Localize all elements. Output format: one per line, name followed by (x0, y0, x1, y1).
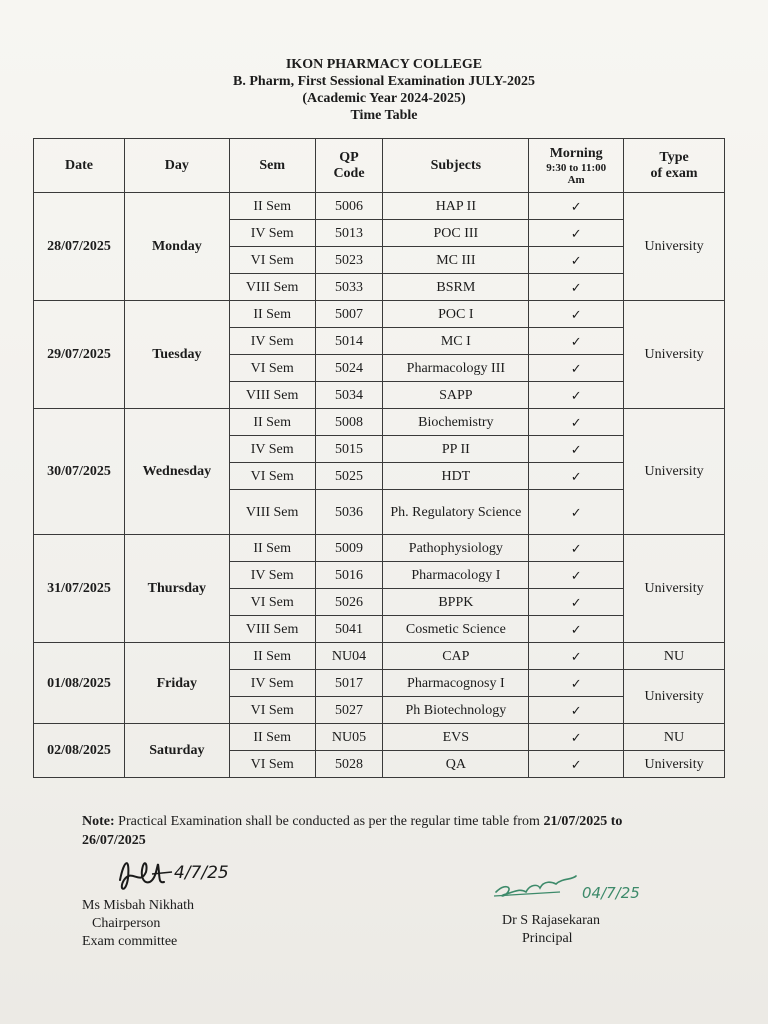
sem-cell: II Sem (229, 535, 315, 562)
checkmark-icon: ✓ (529, 382, 624, 409)
table-row (34, 193, 725, 220)
checkmark-icon: ✓ (529, 589, 624, 616)
checkmark-icon: ✓ (529, 643, 624, 670)
col-header-day: Day (124, 139, 229, 193)
date-cell: 30/07/2025 (34, 409, 125, 535)
col-header-qp-code (315, 139, 383, 193)
subject-cell: QA (383, 751, 529, 778)
table-row (34, 535, 725, 562)
chairperson-block (82, 897, 194, 951)
checkmark-icon: ✓ (529, 535, 624, 562)
checkmark-icon: ✓ (529, 220, 624, 247)
subject-cell: MC III (383, 247, 529, 274)
principal-signature (490, 862, 660, 910)
sem-cell: VIII Sem (229, 274, 315, 301)
academic-year: (Academic Year 2024-2025) (302, 91, 466, 106)
sem-cell: VI Sem (229, 589, 315, 616)
checkmark-icon: ✓ (529, 436, 624, 463)
qp-code-cell: 5027 (315, 697, 383, 724)
checkmark-icon: ✓ (529, 724, 624, 751)
note-from-date: 21/07/2025 (543, 814, 608, 829)
checkmark-icon: ✓ (529, 247, 624, 274)
subject-cell: MC I (383, 328, 529, 355)
col-header-date: Date (34, 139, 125, 193)
subject-cell: BPPK (383, 589, 529, 616)
subject-cell: PP II (383, 436, 529, 463)
date-cell: 28/07/2025 (34, 193, 125, 301)
subject-cell: BSRM (383, 274, 529, 301)
day-cell: Thursday (124, 535, 229, 643)
type-label: Type (659, 149, 689, 165)
note-to-word: to (607, 814, 623, 829)
sem-cell: IV Sem (229, 328, 315, 355)
qp-code-cell: 5026 (315, 589, 383, 616)
note-text: Practical Examination shall be conducted as per the regular time table from (114, 814, 544, 829)
sem-cell: VIII Sem (229, 616, 315, 643)
checkmark-icon: ✓ (529, 301, 624, 328)
qp-code-cell: 5036 (315, 490, 383, 535)
table-row (34, 409, 725, 436)
checkmark-icon: ✓ (529, 355, 624, 382)
qp-code-cell: 5008 (315, 409, 383, 436)
checkmark-icon: ✓ (529, 490, 624, 535)
checkmark-icon: ✓ (529, 670, 624, 697)
qp-code-cell: NU05 (315, 724, 383, 751)
chairperson-name: Ms Misbah Nikhath (82, 898, 194, 913)
col-header-sem: Sem (229, 139, 315, 193)
qp-code-cell: 5015 (315, 436, 383, 463)
morning-time: 9:30 to 11:00 (546, 161, 607, 174)
checkmark-icon: ✓ (529, 697, 624, 724)
exam-type-cell: University (624, 535, 725, 643)
code-label: Code (333, 165, 365, 181)
day-cell: Friday (124, 643, 229, 724)
sem-cell: IV Sem (229, 562, 315, 589)
right-signature-date: 04/7/25 (582, 884, 640, 902)
day-cell: Wednesday (124, 409, 229, 535)
subject-cell: Pharmacognosy I (383, 670, 529, 697)
subject-cell: Pharmacology I (383, 562, 529, 589)
table-row (34, 724, 725, 751)
timetable (33, 138, 725, 778)
date-cell: 29/07/2025 (34, 301, 125, 409)
col-header-type (624, 139, 725, 193)
subject-cell: POC I (383, 301, 529, 328)
exam-type-cell: University (624, 193, 725, 301)
col-header-morning (529, 139, 624, 193)
sem-cell: IV Sem (229, 220, 315, 247)
sem-cell: II Sem (229, 193, 315, 220)
sem-cell: VI Sem (229, 697, 315, 724)
qp-code-cell: 5007 (315, 301, 383, 328)
exam-type-cell: NU (624, 643, 725, 670)
document-header (0, 56, 768, 124)
qp-code-cell: 5017 (315, 670, 383, 697)
checkmark-icon: ✓ (529, 274, 624, 301)
qp-label: QP (339, 149, 359, 165)
day-cell: Monday (124, 193, 229, 301)
date-cell: 01/08/2025 (34, 643, 125, 724)
sem-cell: VIII Sem (229, 490, 315, 535)
table-row (34, 643, 725, 670)
table-header-row (34, 139, 725, 193)
exam-type-cell: University (624, 670, 725, 724)
subject-cell: Ph. Regulatory Science (383, 490, 529, 535)
note-to-date: 26/07/2025 (82, 833, 146, 848)
subject-cell: POC III (383, 220, 529, 247)
qp-code-cell: 5014 (315, 328, 383, 355)
qp-code-cell: 5016 (315, 562, 383, 589)
qp-code-cell: NU04 (315, 643, 383, 670)
chairperson-signature (112, 850, 237, 900)
day-cell: Tuesday (124, 301, 229, 409)
checkmark-icon: ✓ (529, 562, 624, 589)
sem-cell: VIII Sem (229, 382, 315, 409)
sem-cell: VI Sem (229, 463, 315, 490)
sem-cell: IV Sem (229, 436, 315, 463)
morning-am: Am (567, 173, 585, 186)
exam-type-cell: University (624, 751, 725, 778)
sem-cell: VI Sem (229, 247, 315, 274)
practical-exam-note (82, 812, 682, 850)
note-label: Note: (82, 814, 115, 829)
sem-cell: IV Sem (229, 670, 315, 697)
subject-cell: EVS (383, 724, 529, 751)
qp-code-cell: 5024 (315, 355, 383, 382)
principal-role: Principal (522, 931, 573, 946)
morning-label: Morning (549, 145, 603, 161)
of-exam-label: of exam (650, 165, 698, 181)
checkmark-icon: ✓ (529, 328, 624, 355)
subject-cell: HAP II (383, 193, 529, 220)
checkmark-icon: ✓ (529, 193, 624, 220)
principal-name: Dr S Rajasekaran (502, 913, 600, 928)
date-cell: 31/07/2025 (34, 535, 125, 643)
exam-type-cell: University (624, 301, 725, 409)
subject-cell: Cosmetic Science (383, 616, 529, 643)
sem-cell: VI Sem (229, 751, 315, 778)
qp-code-cell: 5009 (315, 535, 383, 562)
subject-cell: HDT (383, 463, 529, 490)
subject-cell: CAP (383, 643, 529, 670)
college-name: IKON PHARMACY COLLEGE (285, 57, 483, 72)
col-header-subjects: Subjects (383, 139, 529, 193)
qp-code-cell: 5033 (315, 274, 383, 301)
qp-code-cell: 5041 (315, 616, 383, 643)
qp-code-cell: 5028 (315, 751, 383, 778)
exam-type-cell: University (624, 409, 725, 535)
checkmark-icon: ✓ (529, 463, 624, 490)
qp-code-cell: 5023 (315, 247, 383, 274)
qp-code-cell: 5006 (315, 193, 383, 220)
sem-cell: II Sem (229, 301, 315, 328)
chairperson-role: Chairperson (92, 916, 161, 931)
checkmark-icon: ✓ (529, 616, 624, 643)
subject-cell: SAPP (383, 382, 529, 409)
left-signature-date: 4/7/25 (174, 863, 229, 883)
checkmark-icon: ✓ (529, 751, 624, 778)
subject-cell: Pharmacology III (383, 355, 529, 382)
sem-cell: II Sem (229, 724, 315, 751)
day-cell: Saturday (124, 724, 229, 778)
subject-cell: Biochemistry (383, 409, 529, 436)
sem-cell: II Sem (229, 409, 315, 436)
checkmark-icon: ✓ (529, 409, 624, 436)
exam-committee-label: Exam committee (82, 934, 178, 949)
sem-cell: II Sem (229, 643, 315, 670)
exam-title: B. Pharm, First Sessional Examination JULY-2025 (233, 74, 535, 89)
exam-type-cell: NU (624, 724, 725, 751)
timetable-title: Time Table (350, 108, 418, 123)
date-cell: 02/08/2025 (34, 724, 125, 778)
subject-cell: Ph Biotechnology (383, 697, 529, 724)
table-row (34, 301, 725, 328)
qp-code-cell: 5013 (315, 220, 383, 247)
qp-code-cell: 5025 (315, 463, 383, 490)
sem-cell: VI Sem (229, 355, 315, 382)
principal-block (502, 912, 600, 948)
qp-code-cell: 5034 (315, 382, 383, 409)
subject-cell: Pathophysiology (383, 535, 529, 562)
